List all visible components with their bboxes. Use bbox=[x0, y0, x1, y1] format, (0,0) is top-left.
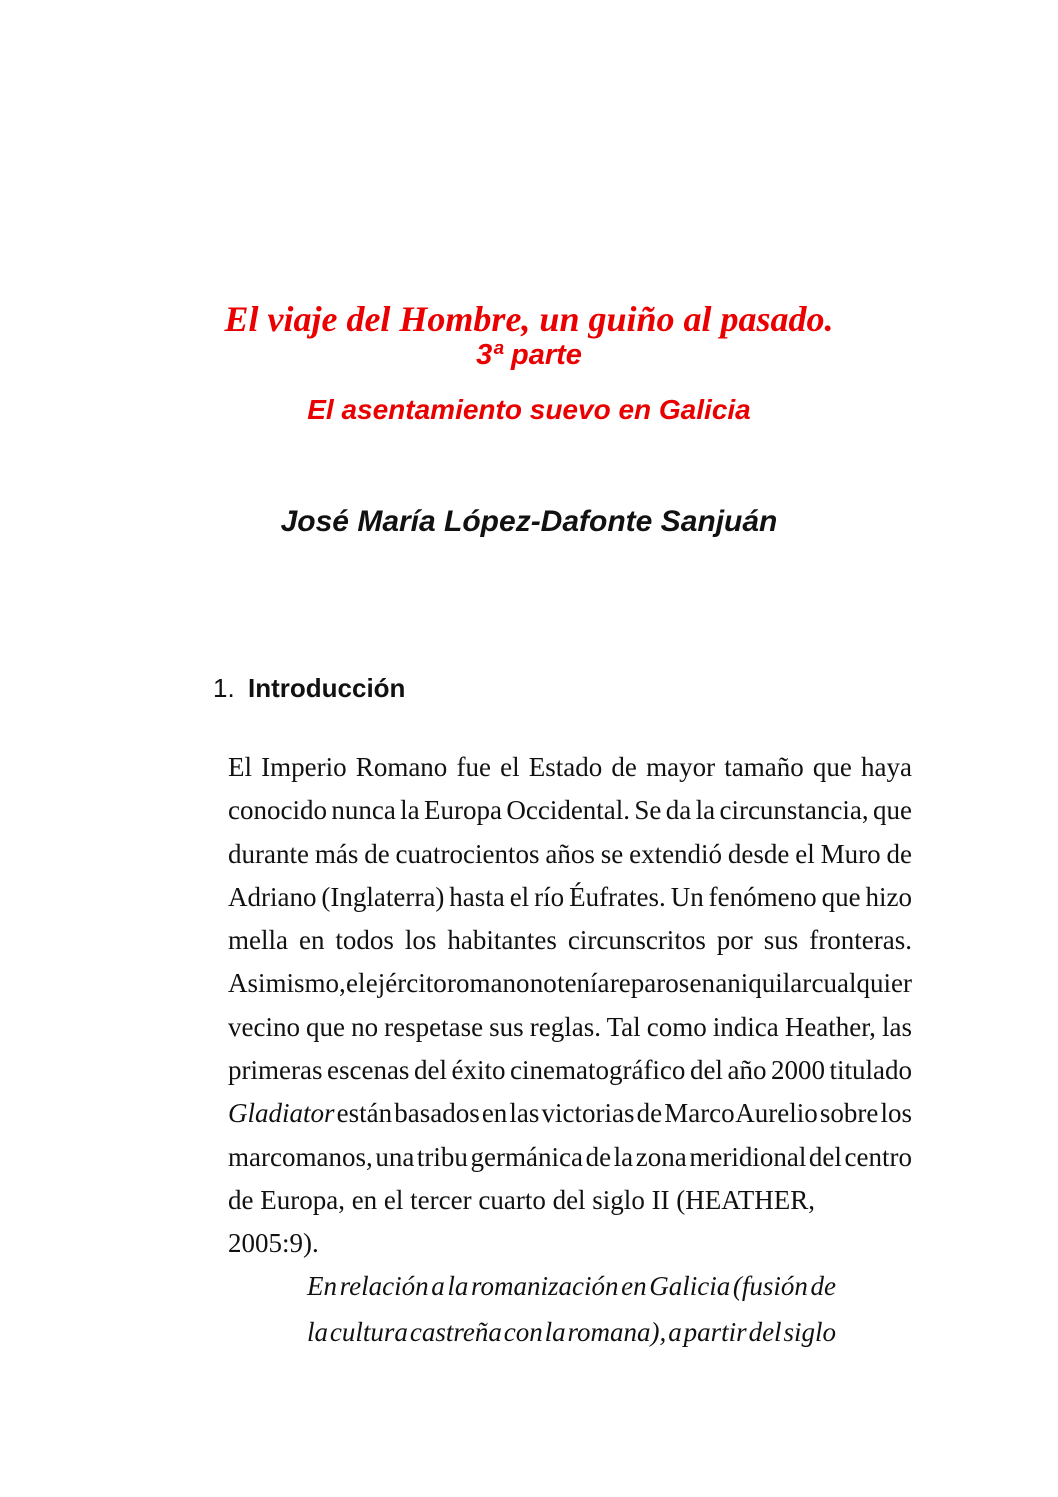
document-subtitle: El asentamiento suevo en Galicia bbox=[307, 394, 751, 425]
block-quote bbox=[307, 1263, 836, 1355]
paragraph-line: Adriano (Inglaterra) hasta el río Éufrates. Un fenómeno que hizo bbox=[228, 881, 912, 912]
paragraph-line-gladiator: Gladiator están basados en las victorias de Marco Aurelio sobre los bbox=[228, 1098, 912, 1129]
paragraph-line: vecino que no respetase sus reglas. Tal como indica Heather, las bbox=[228, 1011, 912, 1042]
section-title: Introducción bbox=[248, 673, 406, 703]
paragraph-last-line: de Europa, en el tercer cuarto del siglo II (HEATHER, 2005:9). bbox=[228, 1184, 816, 1259]
paragraph-line: durante más de cuatrocientos años se extendió desde el Muro de bbox=[228, 838, 912, 869]
document-title-line1: El viaje del Hombre, un guiño al pasado. bbox=[224, 299, 834, 339]
paragraph-line: marcomanos, una tribu germánica de la zona meridional del centro bbox=[228, 1141, 912, 1172]
author-name: José María López-Dafonte Sanjuán bbox=[280, 505, 778, 538]
quote-line: En relación a la romanización en Galicia (fusión de bbox=[307, 1271, 836, 1301]
document-title-line2: 3ª parte bbox=[476, 339, 582, 371]
paragraph-line: El Imperio Romano fue el Estado de mayor tamaño que haya bbox=[228, 752, 912, 782]
movie-title-italic: Gladiator bbox=[228, 1098, 335, 1129]
paragraph-line: mella en todos los habitantes circunscritos por sus fronteras. bbox=[228, 925, 912, 956]
paragraph-line: conocido nunca la Europa Occidental. Se da la circunstancia, que bbox=[228, 795, 912, 826]
paragraph-line: primeras escenas del éxito cinematográfico del año 2000 titulado bbox=[228, 1055, 912, 1086]
section-heading bbox=[213, 673, 405, 704]
body-paragraph bbox=[228, 746, 912, 1259]
section-number: 1. bbox=[213, 673, 235, 703]
quote-line: la cultura castreña con la romana), a partir del siglo bbox=[307, 1317, 836, 1347]
paragraph-line: Asimismo, el ejército romano no tenía reparos en aniquilar cualquier bbox=[228, 968, 912, 999]
